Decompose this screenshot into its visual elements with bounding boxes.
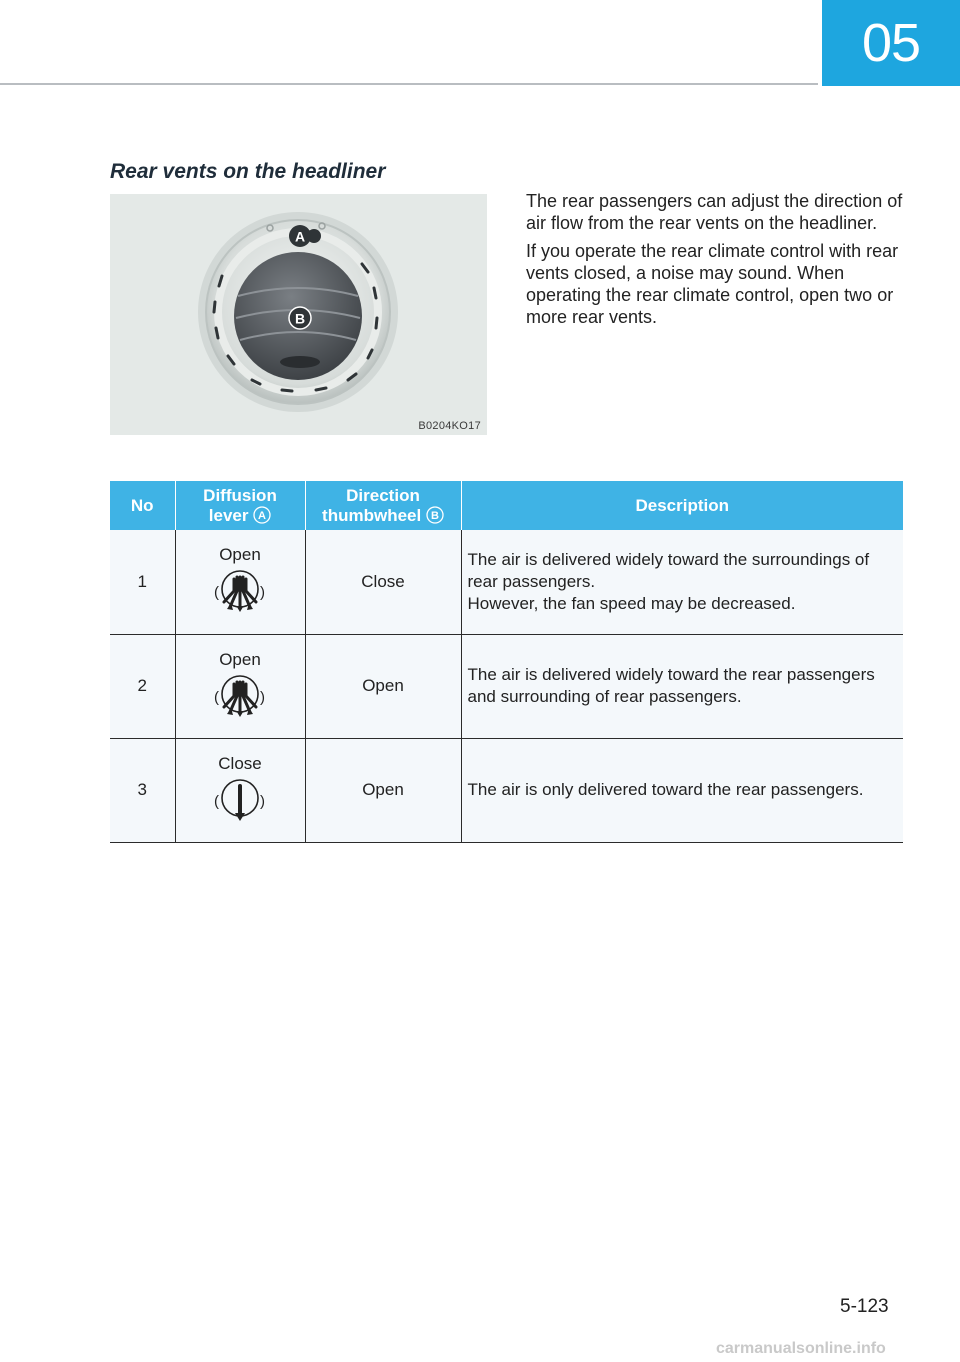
chapter-tab: 05 [822,0,960,86]
watermark: carmanualsonline.info [716,1340,886,1357]
row-no: 2 [110,634,175,738]
rear-vent-figure [110,194,487,435]
row-direction: Open [305,738,461,842]
table-row [110,634,903,738]
row-lever [175,634,305,738]
lever-state: Open [219,649,261,669]
row-description [461,738,903,842]
row-direction: Close [305,530,461,634]
row-description-line1: The air is only delivered toward the rear passengers. [467,780,864,799]
label-a-text: A [294,228,306,245]
label-b-text: B [294,310,306,327]
paragraph-2: If you operate the rear climate control with rear vents closed, a noise may sound. When operating the rear climate control, open two or more rear vents. [526,241,899,327]
svg-text:(: ( [214,584,219,602]
rear-vent-illustration [110,194,487,435]
header-dir-line2: thumbwheel [322,505,422,525]
row-lever [175,530,305,634]
row-no: 3 [110,738,175,842]
header-no: No [110,481,175,530]
circled-a-icon [253,506,271,524]
circled-b-letter: B [430,509,439,522]
direct-airflow-icon [210,778,270,822]
vent-settings-table [110,481,903,843]
row-description [461,634,903,738]
header-direction [305,481,461,530]
circled-b-icon [426,506,444,524]
svg-text:): ) [260,688,265,706]
header-lever-line2: lever [208,505,249,525]
svg-text:(: ( [214,792,219,810]
diffuse-airflow-icon [210,569,270,613]
header-lever [175,481,305,530]
row-description-line2: However, the fan speed may be decreased. [467,593,796,613]
lever-state: Open [219,545,261,565]
paragraph-1: The rear passengers can adjust the direction of air flow from the rear vents on the headliner. [526,191,903,233]
header-dir-line1: Direction [346,485,420,505]
table-row [110,738,903,842]
svg-text:(: ( [214,688,219,706]
svg-text:): ) [260,584,265,602]
header-lever-line1: Diffusion [203,485,277,505]
row-lever [175,738,305,842]
header-rule [0,83,818,85]
lever-state: Close [218,753,262,773]
section-title: Rear vents on the headliner [110,160,386,183]
row-description [461,530,903,634]
row-description-line1: The air is delivered widely toward the surroundings of rear passengers. [467,549,870,591]
row-direction: Open [305,634,461,738]
row-no: 1 [110,530,175,634]
figure-code: B0204KO17 [418,420,481,432]
svg-text:): ) [260,792,265,810]
header-description: Description [461,481,903,530]
circled-a-letter: A [258,509,267,522]
page-number: 5-123 [840,1296,889,1317]
body-text [526,190,906,334]
row-description-line1: The air is delivered widely toward the rear passengers and surrounding of rear passengers. [467,665,875,706]
table-row [110,530,903,634]
diffuse-airflow-icon [210,674,270,718]
